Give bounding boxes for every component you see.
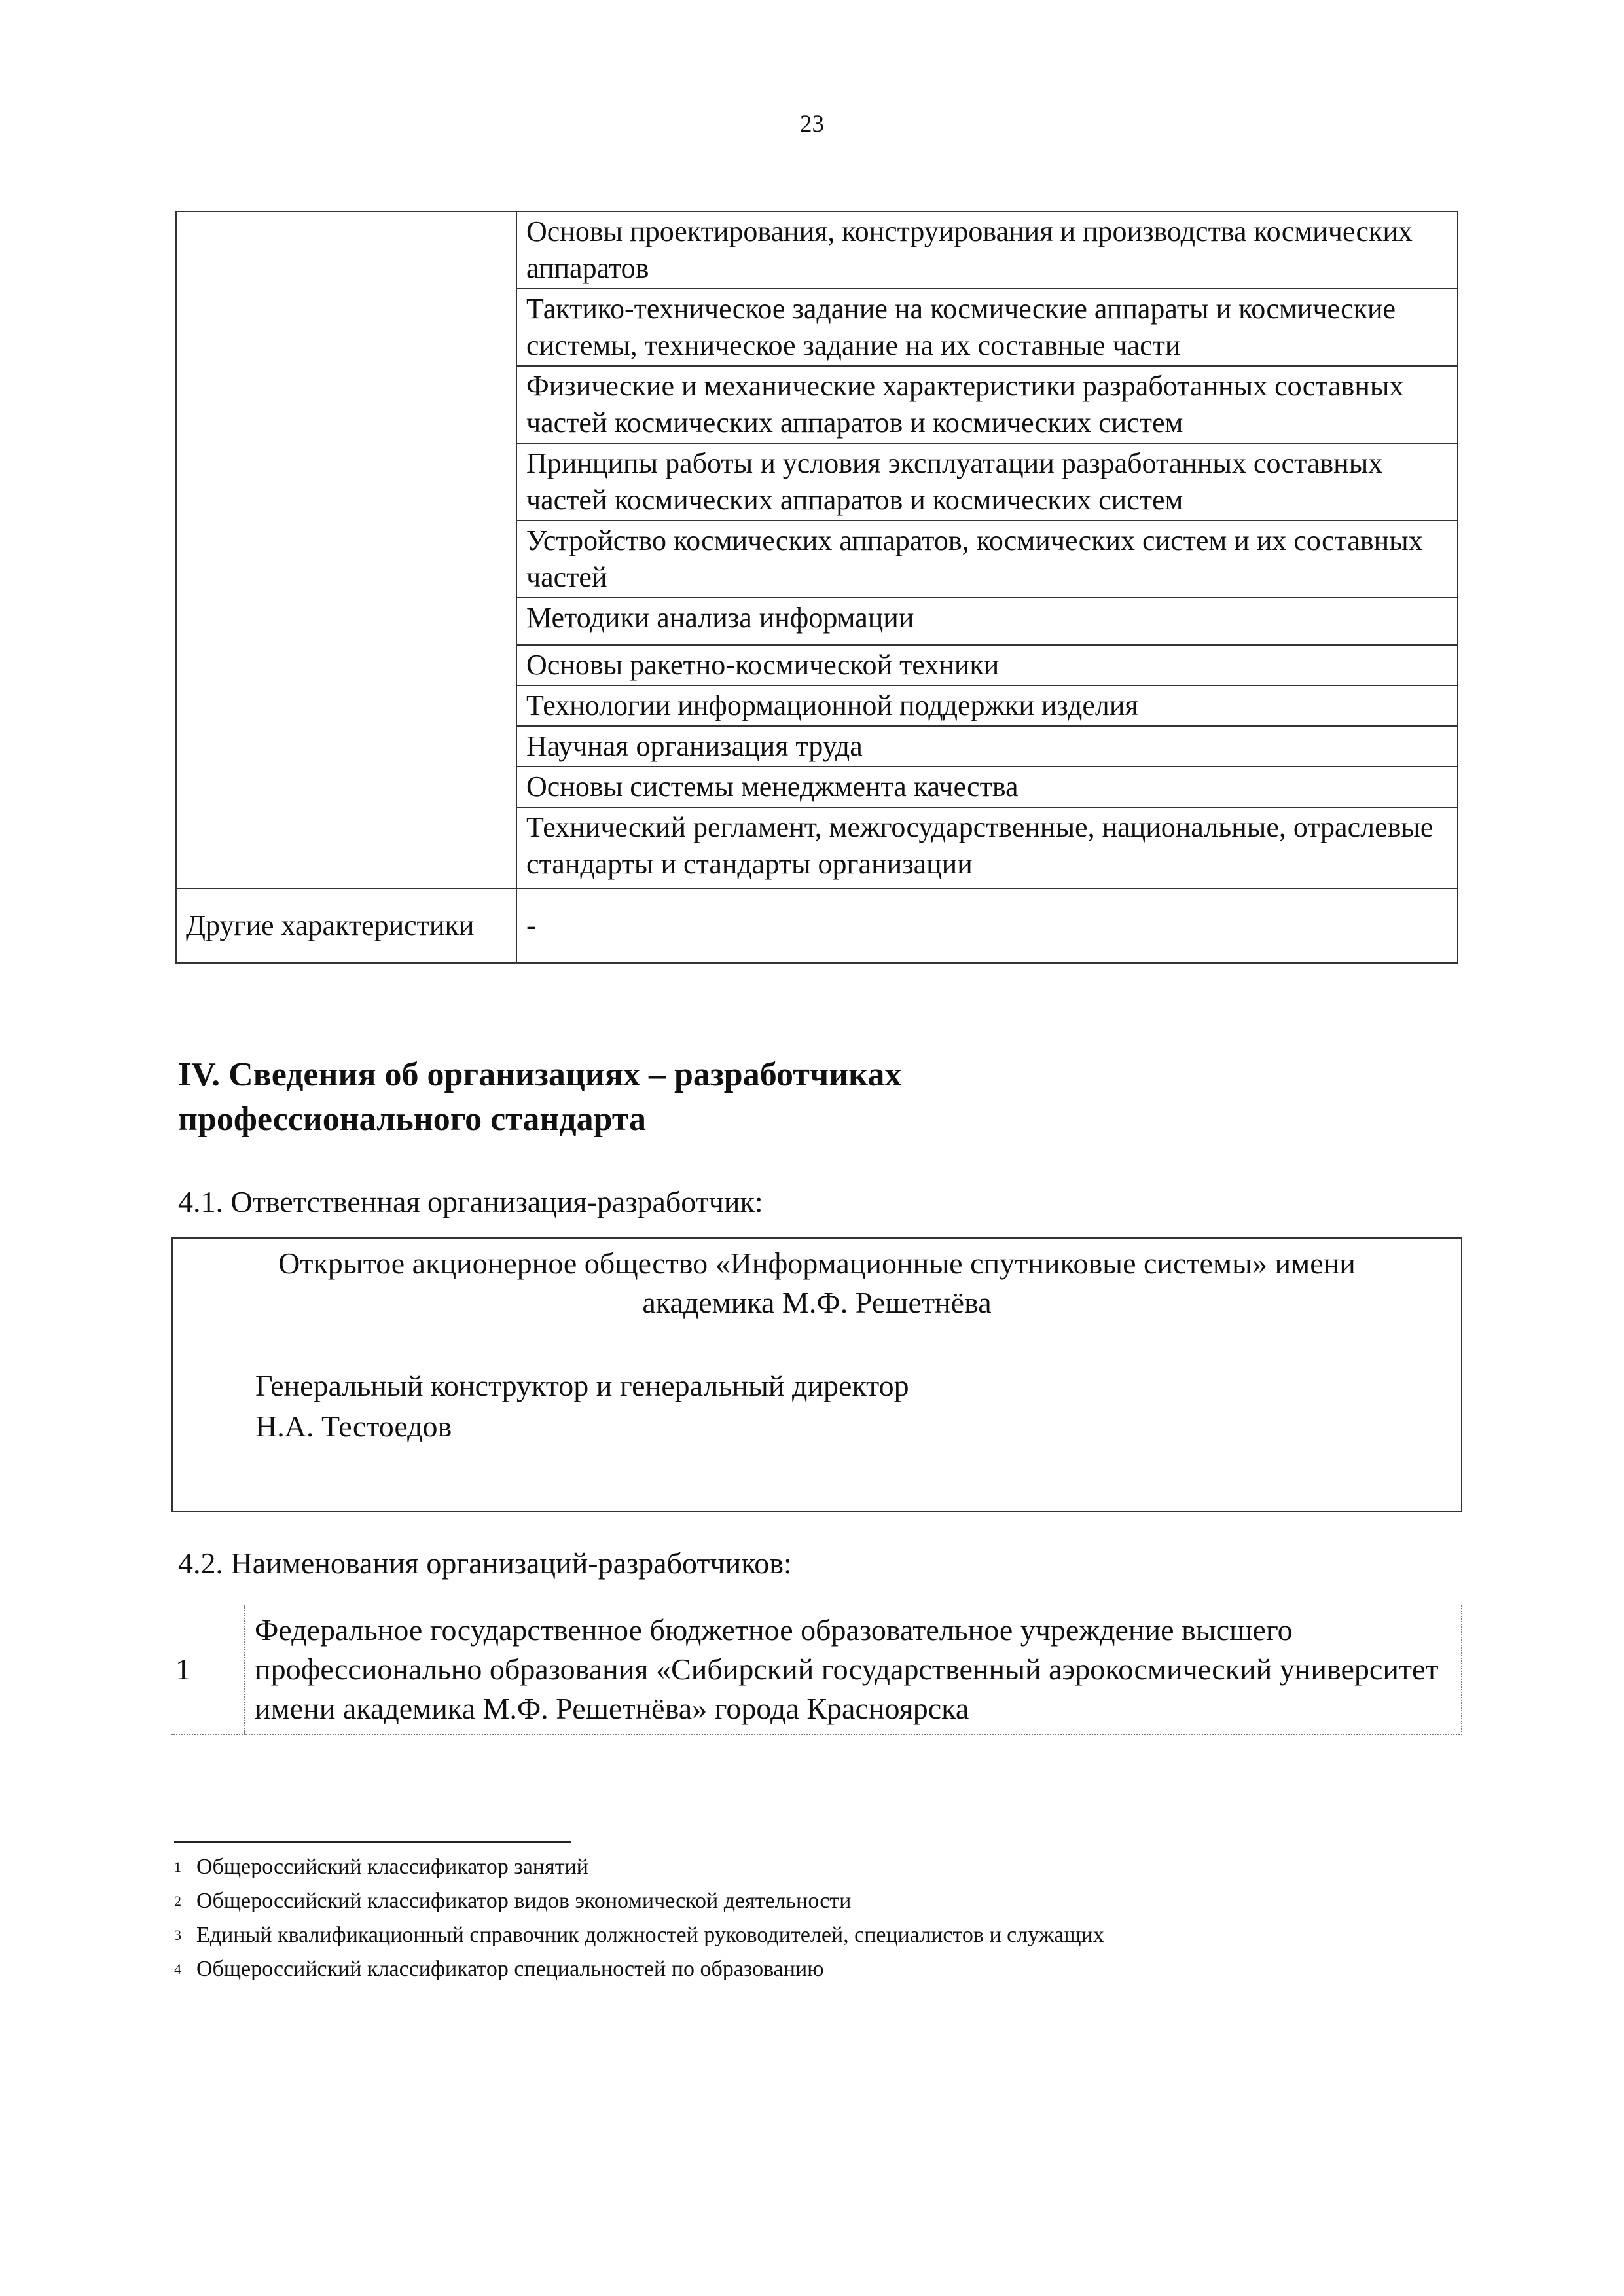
other-characteristics-label: Другие характеристики: [176, 888, 516, 963]
responsible-org-label: 4.1. Ответственная организация-разработчик:: [178, 1185, 763, 1218]
section-heading-line: профессионального стандарта: [178, 1101, 646, 1138]
developers-table: [171, 1605, 1462, 1735]
footnote-separator: [174, 1841, 571, 1843]
footnote-text: Единый квалификационный справочник должностей руководителей, специалистов и служащих: [196, 1923, 1104, 1947]
section-heading: [178, 1053, 1422, 1142]
org-name-line: академика М.Ф. Решетнёва: [642, 1286, 992, 1319]
knowledge-item: Основы проектирования, конструирования и производства космических аппаратов: [516, 211, 1458, 289]
footnote-mark: 3: [174, 1927, 181, 1943]
table-row: [176, 211, 1458, 289]
responsible-org-box: [171, 1237, 1462, 1512]
knowledge-item: Тактико-техническое задание на космические аппараты и космические системы, техническое задание на их составные части: [516, 289, 1458, 366]
developer-number: 1: [171, 1605, 245, 1734]
footnote-mark: 2: [174, 1893, 181, 1909]
footnote: [174, 1850, 1418, 1884]
knowledge-item: Физические и механические характеристики разработанных составных частей космических аппаратов и космических систем: [516, 366, 1458, 443]
signer-name: Н.А. Тестоедов: [255, 1410, 452, 1443]
signer-title: Генеральный конструктор и генеральный директор: [255, 1369, 909, 1402]
developer-name: Федеральное государственное бюджетное образовательное учреждение высшего профессионально образования «Сибирский государственный аэрокосмический университет имени академика М.Ф. Решетнёва» города Красноярска: [245, 1605, 1462, 1734]
table-row: [176, 888, 1458, 963]
other-characteristics-value: -: [516, 888, 1458, 963]
footnote: [174, 1918, 1418, 1952]
footnote-text: Общероссийский классификатор видов экономической деятельности: [196, 1889, 852, 1913]
knowledge-table: [175, 211, 1458, 964]
footnote-text: Общероссийский классификатор специальностей по образованию: [196, 1957, 824, 1981]
signer-block: [255, 1366, 909, 1447]
org-name-line: Открытое акционерное общество «Информационные спутниковые системы» имени: [278, 1247, 1356, 1280]
knowledge-item: Технический регламент, межгосударственные, национальные, отраслевые стандарты и стандарты организации: [516, 807, 1458, 888]
table-row: [171, 1605, 1462, 1734]
developers-label: 4.2. Наименования организаций-разработчиков:: [178, 1546, 792, 1580]
knowledge-item: Технологии информационной поддержки изделия: [516, 685, 1458, 726]
knowledge-item: Принципы работы и условия эксплуатации разработанных составных частей космических аппаратов и космических систем: [516, 443, 1458, 520]
knowledge-item: Научная организация труда: [516, 726, 1458, 767]
page-number: 23: [800, 111, 824, 137]
footnote-mark: 1: [174, 1859, 181, 1875]
footnotes: [174, 1850, 1418, 1986]
knowledge-item: Устройство космических аппаратов, космических систем и их составных частей: [516, 520, 1458, 598]
footnote-text: Общероссийский классификатор занятий: [196, 1855, 588, 1879]
footnote: [174, 1952, 1418, 1986]
knowledge-item: Основы ракетно-космической техники: [516, 645, 1458, 685]
knowledge-item: Методики анализа информации: [516, 598, 1458, 645]
empty-label-cell: [176, 211, 516, 888]
knowledge-item: Основы системы менеджмента качества: [516, 767, 1458, 807]
footnote: [174, 1884, 1418, 1918]
footnote-mark: 4: [174, 1961, 181, 1977]
org-name: [173, 1239, 1461, 1322]
section-heading-line: IV. Сведения об организациях – разработчиках: [178, 1056, 902, 1093]
